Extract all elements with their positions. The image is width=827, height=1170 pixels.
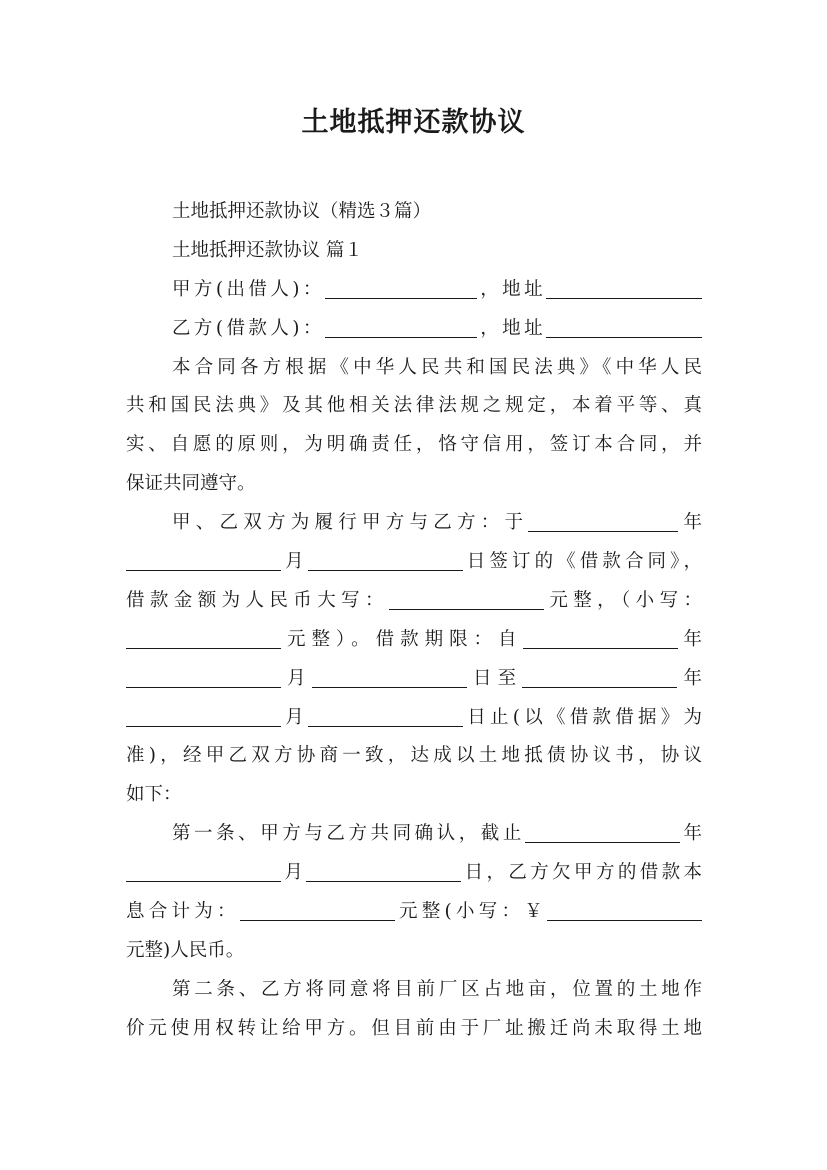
blank-field[interactable] (126, 667, 281, 688)
text: 乙方(借款人)： (172, 317, 325, 339)
blank-field[interactable] (126, 550, 281, 571)
blank-field[interactable] (126, 628, 281, 649)
text: 息合计为： (126, 901, 240, 923)
text: 日签订的《借款合同》， (462, 551, 702, 573)
text: 元整(小写：￥ (394, 901, 547, 923)
paragraph-line (126, 893, 702, 932)
blank-field[interactable] (528, 511, 678, 532)
article-2-line (126, 971, 702, 1010)
paragraph-line (126, 465, 702, 504)
text: 日至 (466, 667, 523, 689)
text: 日止(以《借款借据》为 (463, 706, 702, 728)
text: 年 (677, 667, 702, 689)
document-title: 土地抵押还款协议 (301, 107, 526, 138)
article-1-line (126, 815, 702, 854)
text: 元整)人民币。 (126, 939, 245, 961)
text: 实、自愿的原则，为明确责任，恪守信用，签订本合同，并 (126, 434, 702, 456)
text: 土地抵押还款协议（精选３篇） (172, 201, 432, 222)
blank-field[interactable] (522, 667, 677, 688)
blank-field[interactable] (547, 900, 702, 921)
party-b-line (126, 310, 702, 349)
paragraph-line (126, 426, 702, 465)
text: 共和国民法典》及其他相关法律法规之规定，本着平等、真 (126, 395, 702, 417)
blank-field[interactable] (126, 706, 281, 727)
text: 甲、乙双方为履行甲方与乙方：于 (172, 512, 529, 534)
paragraph-line (126, 387, 702, 426)
text: 月 (281, 706, 309, 728)
blank-field[interactable] (306, 861, 461, 882)
paragraph-line (126, 621, 702, 660)
paragraph-line (126, 582, 702, 621)
blank-field[interactable] (389, 589, 544, 610)
text: 本合同各方根据《中华人民共和国民法典》《中华人民 (172, 356, 702, 378)
text: 月 (281, 862, 307, 884)
paragraph-line (126, 776, 702, 815)
text: 年 (677, 628, 702, 650)
blank-field[interactable] (546, 278, 702, 299)
text: 保证共同遵守。 (126, 473, 256, 495)
text: 年 (678, 512, 702, 534)
blank-field[interactable] (523, 628, 678, 649)
blank-field[interactable] (126, 861, 281, 882)
blank-field[interactable] (525, 822, 680, 843)
blank-field[interactable] (240, 900, 395, 921)
text: 年 (679, 823, 702, 845)
paragraph-line (126, 932, 702, 971)
text: ，地址 (476, 278, 546, 300)
text: 甲方(出借人)： (172, 278, 325, 300)
subtitle-line (126, 193, 702, 232)
paragraph-line (126, 854, 702, 893)
document-body (126, 193, 702, 1049)
text: 准)，经甲乙双方协商一致，达成以土地抵债协议书，协议 (126, 745, 702, 767)
text: 月 (281, 551, 308, 573)
blank-field[interactable] (308, 550, 463, 571)
blank-field[interactable] (312, 667, 467, 688)
text: 第一条、甲方与乙方共同确认，截止 (172, 823, 525, 845)
text: ，地址 (476, 317, 546, 339)
paragraph-line (126, 349, 702, 388)
text: 价元使用权转让给甲方。但目前由于厂址搬迁尚未取得土地 (126, 1017, 702, 1039)
paragraph-line (126, 660, 702, 699)
text: 土地抵押还款协议 篇１ (172, 239, 363, 261)
party-a-line (126, 271, 702, 310)
section-heading (126, 232, 702, 271)
paragraph-line (126, 543, 702, 582)
blank-field[interactable] (325, 278, 477, 299)
paragraph-line (126, 699, 702, 738)
text: 如下： (126, 784, 182, 806)
paragraph-line (126, 1010, 702, 1049)
text: 日，乙方欠甲方的借款本 (461, 862, 702, 884)
text: 借款金额为人民币大写： (126, 589, 389, 611)
blank-field[interactable] (308, 706, 463, 727)
blank-field[interactable] (546, 317, 702, 338)
paragraph-line (126, 737, 702, 776)
text: 第二条、乙方将同意将目前厂区占地亩，位置的土地作 (172, 978, 702, 1000)
text: 月 (281, 667, 312, 689)
paragraph-line (126, 504, 702, 543)
text: 元整）。借款期限：自 (281, 628, 523, 650)
text: 元整，（小写： (543, 589, 702, 611)
blank-field[interactable] (325, 317, 477, 338)
